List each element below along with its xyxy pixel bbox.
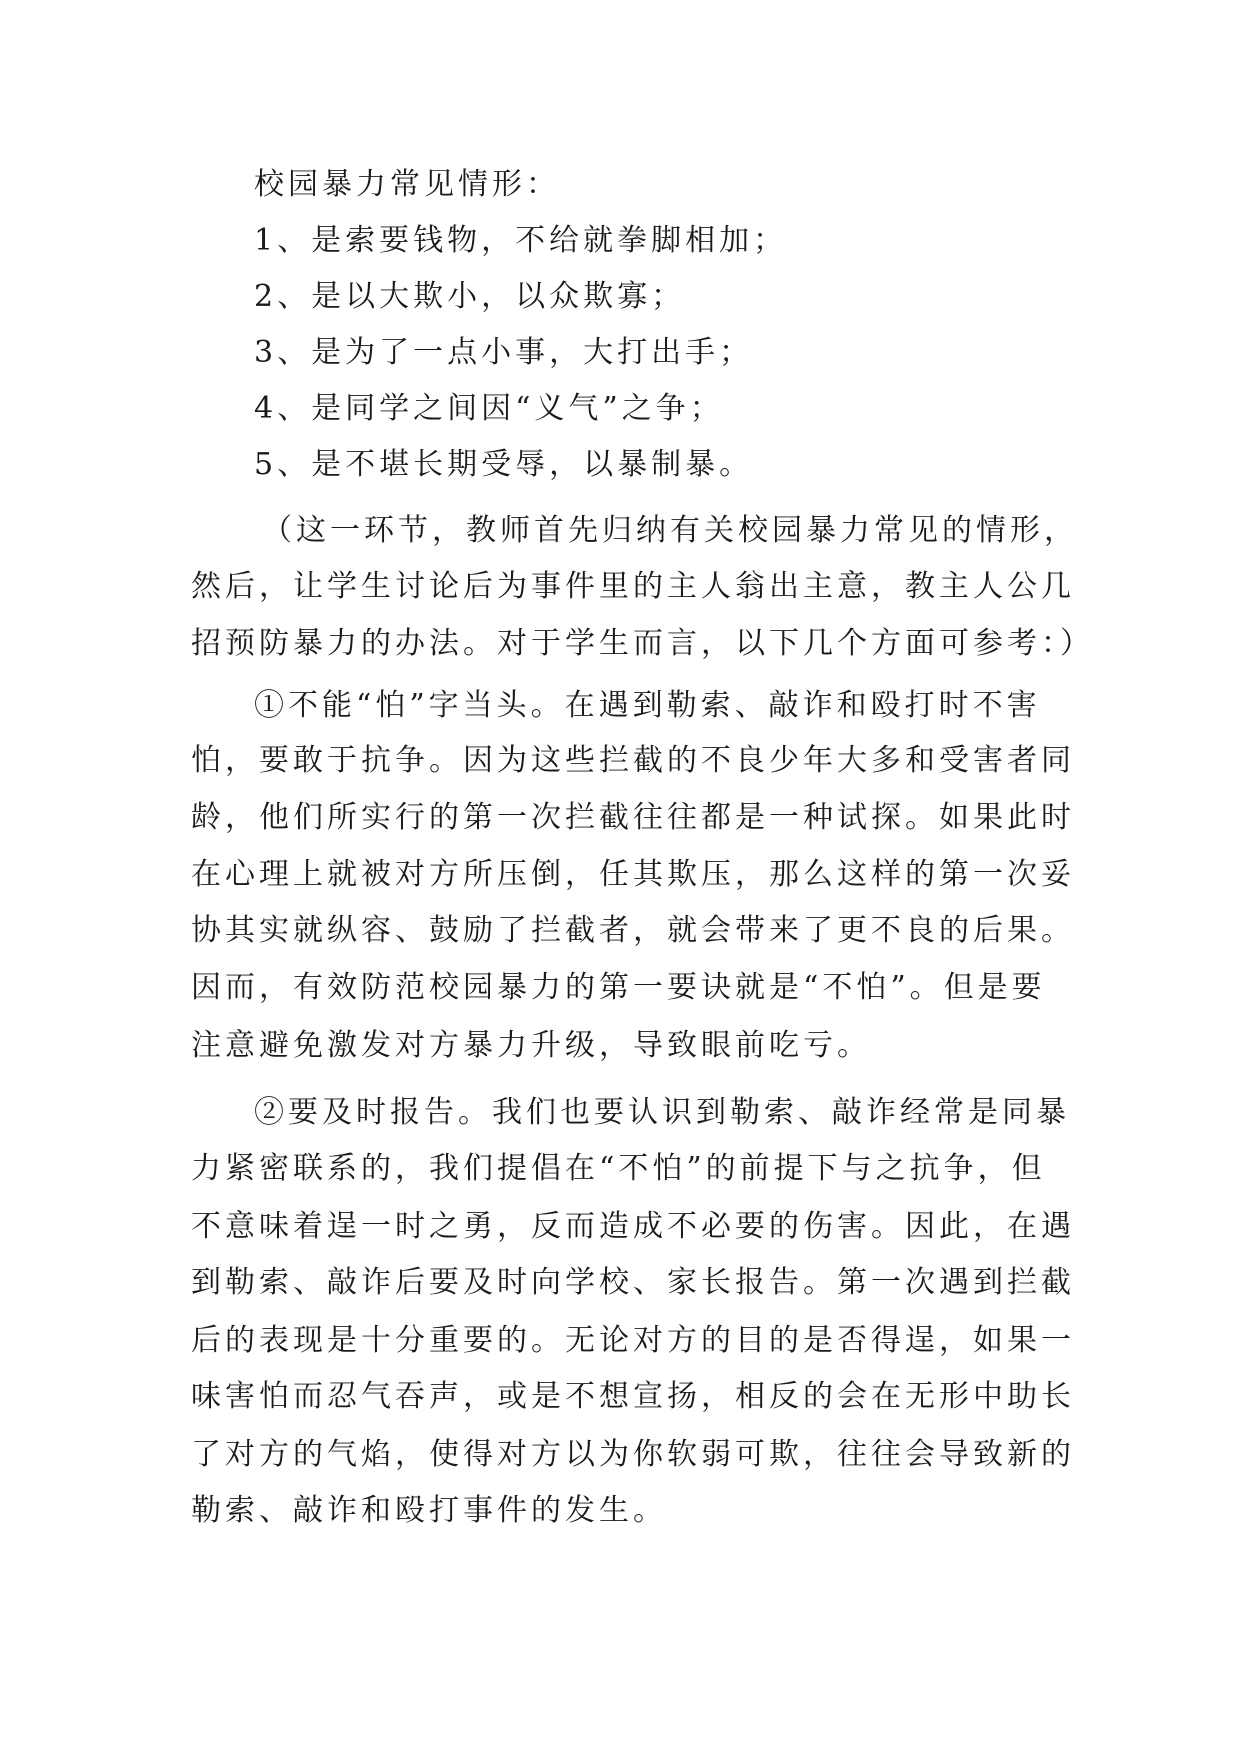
- point-2-line: 力紧密联系的，我们提倡在“不怕”的前提下与之抗争，但: [191, 1151, 1046, 1186]
- point-2-line: 到勒索、敲诈后要及时向学校、家长报告。第一次遇到拦截: [191, 1265, 1075, 1300]
- situation-item-5: 5、是不堪长期受辱，以暴制暴。: [254, 447, 754, 482]
- point-1-line: 怕，要敢于抗争。因为这些拦截的不良少年大多和受害者同: [191, 743, 1075, 778]
- teacher-note-line: （这一环节，教师首先归纳有关校园暴力常见的情形，: [262, 513, 1078, 548]
- situation-item-3: 3、是为了一点小事，大打出手；: [254, 335, 754, 370]
- point-1-line: 龄，他们所实行的第一次拦截往往都是一种试探。如果此时: [191, 800, 1075, 835]
- point-2-line: 后的表现是十分重要的。无论对方的目的是否得逞，如果一: [191, 1323, 1075, 1358]
- point-1-line: 协其实就纵容、鼓励了拦截者，就会带来了更不良的后果。: [191, 913, 1075, 948]
- section-heading: 校园暴力常见情形：: [254, 167, 560, 202]
- point-2-line: ②要及时报告。我们也要认识到勒索、敲诈经常是同暴: [254, 1095, 1070, 1130]
- point-1-line: 在心理上就被对方所压倒，任其欺压，那么这样的第一次妥: [191, 857, 1075, 892]
- point-2-line: 了对方的气焰，使得对方以为你软弱可欺，往往会导致新的: [191, 1437, 1075, 1472]
- point-2-line: 味害怕而忍气吞声，或是不想宣扬，相反的会在无形中助长: [191, 1379, 1075, 1414]
- situation-item-4: 4、是同学之间因“义气”之争；: [254, 391, 724, 426]
- situation-item-2: 2、是以大欺小，以众欺寡；: [254, 279, 686, 314]
- point-2-line: 勒索、敲诈和殴打事件的发生。: [191, 1493, 667, 1528]
- situation-item-1: 1、是索要钱物，不给就拳脚相加；: [254, 223, 788, 258]
- teacher-note-line: 然后，让学生讨论后为事件里的主人翁出主意，教主人公几: [191, 569, 1075, 604]
- point-1-line: ①不能“怕”字当头。在遇到勒索、敲诈和殴打时不害: [254, 688, 1041, 723]
- point-2-line: 不意味着逞一时之勇，反而造成不必要的伤害。因此，在遇: [191, 1209, 1075, 1244]
- point-1-line: 因而，有效防范校园暴力的第一要诀就是“不怕”。但是要: [191, 970, 1046, 1005]
- teacher-note-line: 招预防暴力的办法。对于学生而言，以下几个方面可参考：）: [191, 626, 1094, 661]
- point-1-line: 注意避免激发对方暴力升级，导致眼前吃亏。: [191, 1028, 871, 1063]
